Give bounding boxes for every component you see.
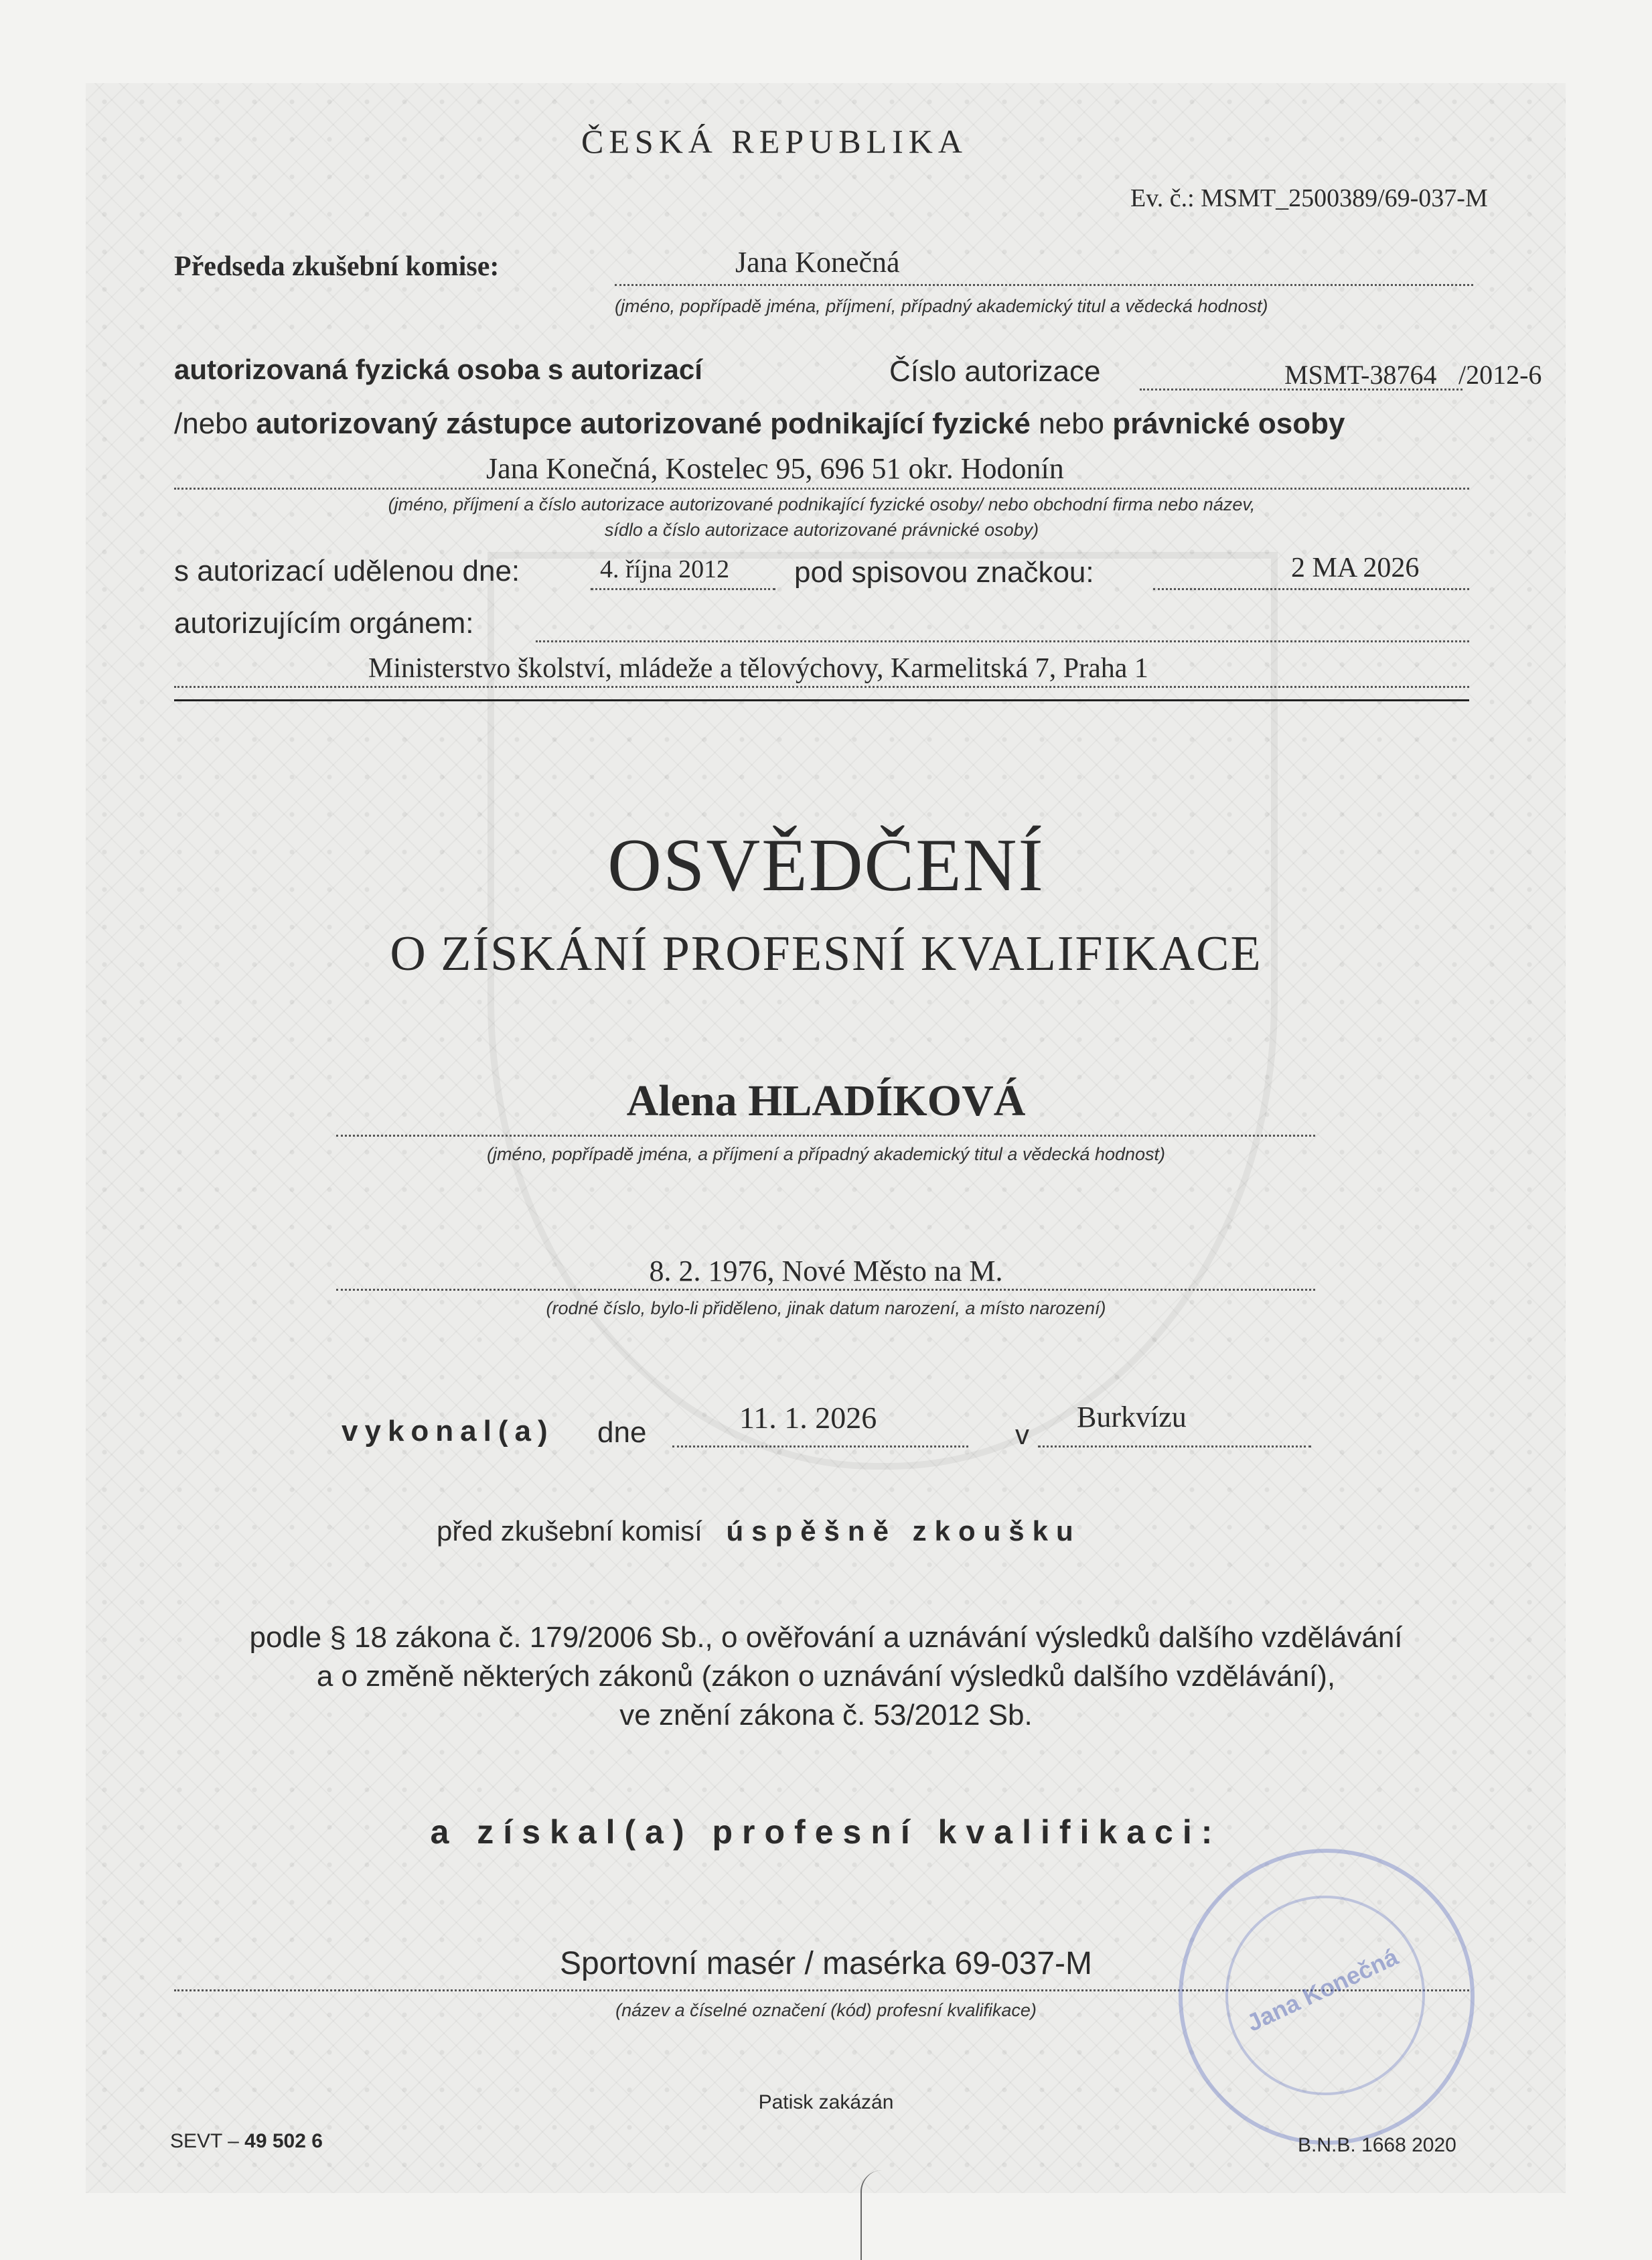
chair-hint: (jméno, popřípadě jména, příjmení, případný akademický titul a vědecká hodnost) xyxy=(615,296,1268,316)
before-committee-line xyxy=(437,1515,1081,1547)
authorized-person-hint-1: (jméno, příjmení a číslo autorizace autorizované podnikající fyzické osoby/ nebo obchodní firma nebo název, xyxy=(388,494,1256,514)
exam-place-label: v xyxy=(1015,1419,1029,1450)
chair-label: Předseda zkušební komise: xyxy=(174,251,500,282)
qualification-hint: (název a číselné označení (kód) profesní kvalifikace) xyxy=(615,2000,1037,2020)
authorizing-organ-label: autorizujícím orgánem: xyxy=(174,607,474,640)
reprint-notice: Patisk zakázán xyxy=(758,2091,894,2113)
certificate-title: OSVĚDČENÍ xyxy=(607,824,1045,907)
qualification-heading: a získal(a) profesní kvalifikaci: xyxy=(430,1813,1222,1851)
exam-place-dotted-line xyxy=(1038,1445,1311,1447)
authorization-number-value: MSMT-38764 xyxy=(1284,360,1437,390)
performed-label: vykonal(a) xyxy=(342,1415,554,1447)
exam-date-label: dne xyxy=(597,1416,647,1449)
authorized-person-value: Jana Konečná, Kostelec 95, 696 51 okr. Hodonín xyxy=(486,452,1064,485)
granted-value: 4. října 2012 xyxy=(600,555,730,583)
exam-date-value: 11. 1. 2026 xyxy=(739,1401,877,1435)
birth-hint: (rodné číslo, bylo-li přiděleno, jinak datum narození, a místo narození) xyxy=(546,1298,1106,1318)
sevt-code xyxy=(170,2130,323,2153)
authorizing-organ-dotted-line-2 xyxy=(174,686,1469,688)
registration-number: Ev. č.: MSMT_2500389/69-037-M xyxy=(1130,184,1488,212)
holder-name-dotted-line xyxy=(336,1135,1315,1137)
holder-name-hint: (jméno, popřípadě jména, a příjmení a případný akademický titul a vědecká hodnost) xyxy=(486,1144,1166,1164)
chair-dotted-line xyxy=(615,284,1473,286)
sevt-number: 49 502 6 xyxy=(244,2130,323,2152)
file-number-dotted-line xyxy=(1153,588,1469,590)
certificate-subtitle: O ZÍSKÁNÍ PROFESNÍ KVALIFIKACE xyxy=(390,926,1262,981)
granted-dotted-line xyxy=(591,588,775,590)
authorization-number-label: Číslo autorizace xyxy=(889,355,1101,388)
successful-exam-label: úspěšně zkoušku xyxy=(726,1515,1081,1547)
qualification-value: Sportovní masér / masérka 69-037-M xyxy=(560,1946,1092,1981)
exam-date-dotted-line xyxy=(672,1445,968,1447)
country-heading: ČESKÁ REPUBLIKA xyxy=(581,123,968,160)
authorization-label: autorizovaná fyzická osoba s autorizací xyxy=(174,354,702,385)
sevt-prefix: SEVT – xyxy=(170,2130,245,2152)
authorization-number-suffix: /2012-6 xyxy=(1458,360,1542,390)
before-committee-label: před zkušební komisí xyxy=(437,1515,702,1547)
authorized-person-hint-2: sídlo a číslo autorizace autorizované právnické osoby) xyxy=(604,520,1039,540)
representative-line xyxy=(174,407,1345,441)
paper-fold-mark xyxy=(860,2170,882,2260)
authorized-person-dotted-line xyxy=(174,488,1469,490)
state-emblem-watermark xyxy=(487,552,1278,1470)
representative-prefix: /nebo xyxy=(174,407,248,440)
law-line-1: podle § 18 zákona č. 179/2006 Sb., o ověřování a uznávání výsledků dalšího vzdělávání xyxy=(249,1621,1403,1654)
print-code: B.N.B. 1668 2020 xyxy=(1298,2134,1456,2156)
law-line-3: ve znění zákona č. 53/2012 Sb. xyxy=(619,1699,1033,1732)
birth-value: 8. 2. 1976, Nové Město na M. xyxy=(649,1255,1003,1287)
exam-place-value: Burkvízu xyxy=(1077,1401,1187,1433)
file-number-value: 2 MA 2026 xyxy=(1291,553,1420,583)
granted-label: s autorizací udělenou dne: xyxy=(174,555,520,587)
header-divider xyxy=(174,699,1469,701)
birth-dotted-line xyxy=(336,1289,1315,1291)
chair-value: Jana Konečná xyxy=(735,246,900,279)
stamp-text: Jana Konečná xyxy=(1242,1943,1403,2037)
representative-bold-1: autorizovaný zástupce autorizované podnikající fyzické xyxy=(256,407,1031,440)
holder-name: Alena HLADÍKOVÁ xyxy=(626,1076,1026,1125)
law-line-2: a o změně některých zákonů (zákon o uznávání výsledků dalšího vzdělávání), xyxy=(316,1660,1336,1693)
file-number-label: pod spisovou značkou: xyxy=(794,556,1094,589)
authorizing-organ-value: Ministerstvo školství, mládeže a tělovýchovy, Karmelitská 7, Praha 1 xyxy=(368,653,1148,684)
authorizing-organ-dotted-line-1 xyxy=(536,640,1469,642)
representative-mid: nebo xyxy=(1039,407,1105,440)
representative-bold-2: právnické osoby xyxy=(1112,407,1345,440)
